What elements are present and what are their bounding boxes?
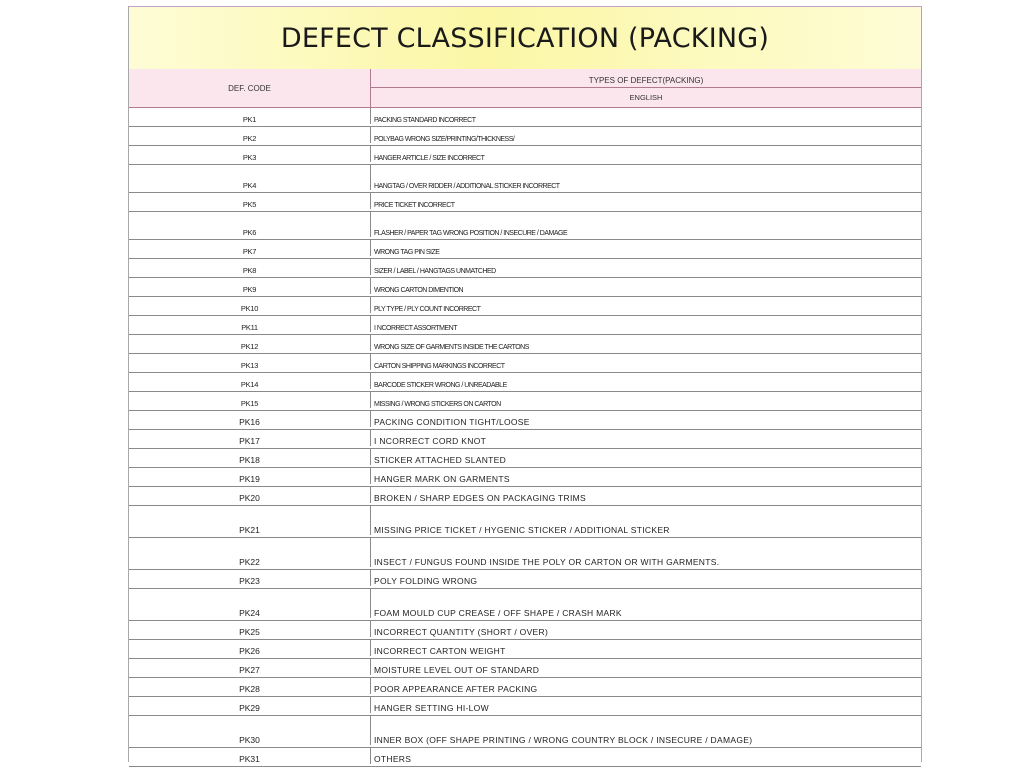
defect-description: INCORRECT QUANTITY (SHORT / OVER) (370, 621, 921, 637)
defect-description: CARTON SHIPPING MARKINGS INCORRECT (370, 354, 921, 370)
table-row (129, 193, 921, 212)
defect-code: PK11 (241, 323, 258, 332)
defect-code: PK24 (239, 608, 260, 618)
table-row (129, 430, 921, 449)
defect-description: POOR APPEARANCE AFTER PACKING (370, 678, 921, 694)
defect-code: PK30 (239, 735, 260, 745)
defect-code: PK21 (239, 525, 260, 535)
defect-description: HANGTAG / OVER RIDDER / ADDITIONAL STICKER INCORRECT (370, 165, 921, 190)
defect-code: PK2 (242, 134, 257, 143)
defect-description: POLY FOLDING WRONG (370, 570, 921, 586)
defect-code: PK15 (240, 399, 259, 408)
table-row (129, 108, 921, 127)
defect-description: BROKEN / SHARP EDGES ON PACKAGING TRIMS (370, 487, 921, 503)
defect-code: PK5 (242, 200, 257, 209)
table-row (129, 487, 921, 506)
table-row (129, 468, 921, 487)
header-types-of-defect: TYPES OF DEFECT(PACKING) (370, 69, 921, 88)
defect-code: PK8 (242, 266, 257, 275)
defect-description: OTHERS (370, 748, 921, 764)
table-row (129, 570, 921, 589)
table-row (129, 212, 921, 240)
defect-description: HANGER SETTING HI-LOW (370, 697, 921, 713)
defect-code: PK18 (239, 455, 260, 465)
defect-description: PLY TYPE / PLY COUNT INCORRECT (370, 297, 921, 313)
defect-description: PACKING CONDITION TIGHT/LOOSE (370, 411, 921, 427)
table-row (129, 259, 921, 278)
defect-code: PK23 (239, 576, 260, 586)
defect-description: SIZER / LABEL / HANGTAGS UNMATCHED (370, 259, 921, 275)
defect-code: PK20 (239, 493, 260, 503)
table-row (129, 297, 921, 316)
table-row (129, 335, 921, 354)
defect-code: PK10 (240, 304, 259, 313)
defect-code: PK7 (242, 247, 257, 256)
defect-code: PK14 (240, 380, 259, 389)
table-row (129, 411, 921, 430)
defect-classification-sheet (128, 6, 922, 762)
defect-description: PACKING STANDARD INCORRECT (370, 108, 921, 124)
defect-code: PK3 (242, 153, 257, 162)
defect-code: PK4 (242, 181, 257, 190)
table-row (129, 240, 921, 259)
table-row (129, 640, 921, 659)
defect-description: WRONG SIZE OF GARMENTS INSIDE THE CARTONS (370, 335, 921, 351)
title-band (129, 6, 921, 70)
defect-code: PK29 (239, 703, 260, 713)
table-row (129, 127, 921, 146)
table-row (129, 392, 921, 411)
defect-code: PK16 (239, 417, 260, 427)
defect-code: PK12 (240, 342, 259, 351)
table-row (129, 506, 921, 538)
defect-code: PK26 (239, 646, 260, 656)
defect-code: PK25 (239, 627, 260, 637)
defect-description: FLASHER / PAPER TAG WRONG POSITION / INSECURE / DAMAGE (370, 212, 921, 237)
table-row (129, 697, 921, 716)
table-row (129, 278, 921, 297)
defect-description: BARCODE STICKER WRONG / UNREADABLE (370, 373, 921, 389)
defect-description: HANGER ARTICLE / SIZE INCORRECT (370, 146, 921, 162)
page-title: DEFECT CLASSIFICATION (PACKING) (280, 23, 770, 54)
defect-code: PK1 (242, 115, 257, 124)
defect-code: PK9 (242, 285, 257, 294)
defect-description: INCORRECT CARTON WEIGHT (370, 640, 921, 656)
defect-description: INSECT / FUNGUS FOUND INSIDE THE POLY OR CARTON OR WITH GARMENTS. (370, 538, 921, 567)
defect-description: I NCORRECT CORD KNOT (370, 430, 921, 446)
defect-description: MISSING PRICE TICKET / HYGENIC STICKER / ADDITIONAL STICKER (370, 506, 921, 535)
defect-description: WRONG CARTON DIMENTION (370, 278, 921, 294)
table-header (129, 69, 921, 108)
defect-description: INNER BOX (OFF SHAPE PRINTING / WRONG COUNTRY BLOCK / INSECURE / DAMAGE) (370, 716, 921, 745)
table-row (129, 716, 921, 748)
defect-description: POLYBAG WRONG SIZE/PRINTING/THICKNESS/ (370, 127, 921, 143)
defect-code: PK19 (239, 474, 260, 484)
defect-code: PK22 (239, 557, 260, 567)
table-row (129, 449, 921, 468)
table-row (129, 659, 921, 678)
table-row (129, 146, 921, 165)
table-row (129, 316, 921, 335)
defect-description: HANGER MARK ON GARMENTS (370, 468, 921, 484)
defect-description: FOAM MOULD CUP CREASE / OFF SHAPE / CRASH MARK (370, 589, 921, 618)
table-row (129, 538, 921, 570)
header-english: ENGLISH (370, 88, 921, 107)
table-row (129, 621, 921, 640)
table-row (129, 354, 921, 373)
defect-description: I NCORRECT ASSORTMENT (370, 316, 921, 332)
defect-code: PK13 (240, 361, 259, 370)
defect-description: MISSING / WRONG STICKERS ON CARTON (370, 392, 921, 408)
table-row (129, 589, 921, 621)
defect-description: MOISTURE LEVEL OUT OF STANDARD (370, 659, 921, 675)
table-row (129, 165, 921, 193)
defect-description: PRICE TICKET INCORRECT (370, 193, 921, 209)
table-row (129, 373, 921, 392)
defect-code: PK28 (239, 684, 260, 694)
defect-code: PK6 (242, 228, 257, 237)
defect-code: PK17 (239, 436, 260, 446)
table-row (129, 748, 921, 767)
defect-description: WRONG TAG PIN SIZE (370, 240, 921, 256)
defect-description: STICKER ATTACHED SLANTED (370, 449, 921, 465)
header-def-code: DEF. CODE (228, 83, 271, 93)
defect-code: PK31 (239, 754, 260, 764)
table-row (129, 678, 921, 697)
defect-code: PK27 (239, 665, 260, 675)
